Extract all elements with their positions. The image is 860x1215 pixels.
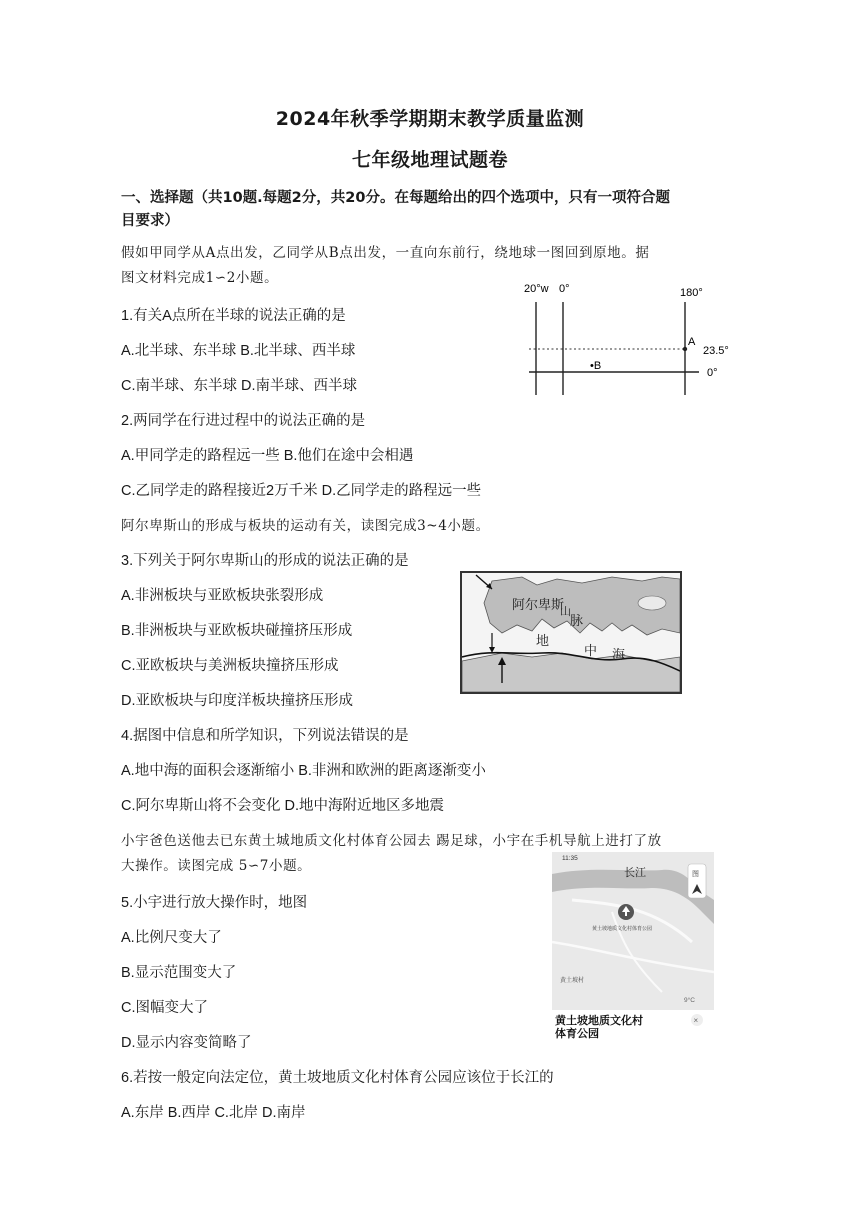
med-label-zhong: 中 xyxy=(584,643,598,658)
park-small-label: 黄土坡地质文化村体育公园 xyxy=(592,926,653,932)
q3-option-c: C.亚欧板块与美洲板块撞挤压形成 xyxy=(121,658,339,674)
place-card-title-cont: 体育公园 xyxy=(555,1028,599,1040)
lon-label-0: 0° xyxy=(559,283,570,295)
place-card-title: 黄土坡地质文化村 xyxy=(555,1015,643,1027)
river-label: 长江 xyxy=(624,867,646,879)
med-label-hai: 海 xyxy=(612,647,626,662)
q5-stem: 5.小宇进行放大操作时，地图 xyxy=(121,895,308,911)
q6-stem: 6.若按一般定向法定位，黄土坡地质文化村体育公园应该位于长江的 xyxy=(121,1070,554,1086)
lat-label-0: 0° xyxy=(707,367,718,379)
q4-options-ab: A.地中海的面积会逐渐缩小 B.非洲和欧洲的距离逐渐变小 xyxy=(121,763,486,779)
status-time: 11:35 xyxy=(562,855,578,862)
lon-label-180: 180° xyxy=(680,287,703,299)
point-b-label: •B xyxy=(590,360,602,372)
q6-options: A.东岸 B.西岸 C.北岸 D.南岸 xyxy=(121,1105,306,1121)
temperature-label: 9°C xyxy=(684,997,695,1004)
group1-intro-cont: 图文材料完成1∽2小题。 xyxy=(121,270,279,286)
exam-subtitle: 七年级地理试题卷 xyxy=(351,149,508,171)
village-label: 黄土坡村 xyxy=(560,978,585,984)
group1-intro: 假如甲同学从A点出发，乙同学从B点出发，一直向东前行，绕地球一图回到原地。据 xyxy=(121,245,650,261)
exam-title: 2024年秋季学期期末教学质量监测 xyxy=(275,108,585,130)
q5-option-a: A.比例尺变大了 xyxy=(121,930,222,946)
group2-intro: 阿尔卑斯山的形成与板块的运动有关，读图完成3~4小题。 xyxy=(121,518,490,534)
q1-stem: 1.有关A点所在半球的说法正确的是 xyxy=(121,308,346,324)
q3-option-a: A.非洲板块与亚欧板块张裂形成 xyxy=(121,588,324,604)
group3-intro: 小宇爸色送他去已东黄土城地质文化村体育公园去 踢足球，小宇在手机导航上进打了放 xyxy=(121,833,662,849)
q2-options-ab: A.甲同学走的路程远一些 B.他们在途中会相遇 xyxy=(121,448,414,464)
lat-label-23-5: 23.5° xyxy=(703,345,729,357)
q2-stem: 2.两同学在行进过程中的说法正确的是 xyxy=(121,413,366,429)
mediterranean-map xyxy=(460,571,682,694)
q3-option-b: B.非洲板块与亚欧板块碰撞挤压形成 xyxy=(121,623,353,639)
latlon-figure xyxy=(517,280,737,395)
lon-label-20w: 20°w xyxy=(524,283,549,295)
alps-label-mai: 脉 xyxy=(570,613,584,628)
map-controls[interactable] xyxy=(688,864,706,898)
section-heading-cont: 目要求） xyxy=(121,213,179,229)
q4-options-cd: C.阿尔卑斯山将不会变化 D.地中海附近地区多地震 xyxy=(121,798,445,814)
q1-options-ab: A.北半球、东半球 B.北半球、西半球 xyxy=(121,343,356,359)
alps-label-shan: 山 xyxy=(560,606,571,618)
q5-option-c: C.图幅变大了 xyxy=(121,1000,208,1016)
phone-map-screenshot xyxy=(552,852,714,1040)
close-icon[interactable]: × xyxy=(693,1016,699,1025)
point-a-label: A xyxy=(688,336,696,348)
alps-label: 阿尔卑斯 xyxy=(512,597,565,612)
section-heading: 一、选择题（共10题.每题2分，共20分。在每题给出的四个选项中，只有一项符合题 xyxy=(121,190,670,206)
med-label-di: 地 xyxy=(536,633,550,648)
q5-option-b: B.显示范围变大了 xyxy=(121,965,237,981)
q3-option-d: D.亚欧板块与印度洋板块撞挤压形成 xyxy=(121,693,353,709)
layers-button[interactable]: 图 xyxy=(692,871,699,878)
q1-options-cd: C.南半球、东半球 D.南半球、西半球 xyxy=(121,378,358,394)
q3-stem: 3.下列关于阿尔卑斯山的形成的说法正确的是 xyxy=(121,553,409,569)
q4-stem: 4.据图中信息和所学知识，下列说法错误的是 xyxy=(121,728,409,744)
group3-intro-cont: 大操作。读图完成 5∽7小题。 xyxy=(121,858,312,874)
q2-options-cd: C.乙同学走的路程接近2万千米 D.乙同学走的路程远一些 xyxy=(121,483,482,499)
q5-option-d: D.显示内容变简略了 xyxy=(121,1035,252,1051)
